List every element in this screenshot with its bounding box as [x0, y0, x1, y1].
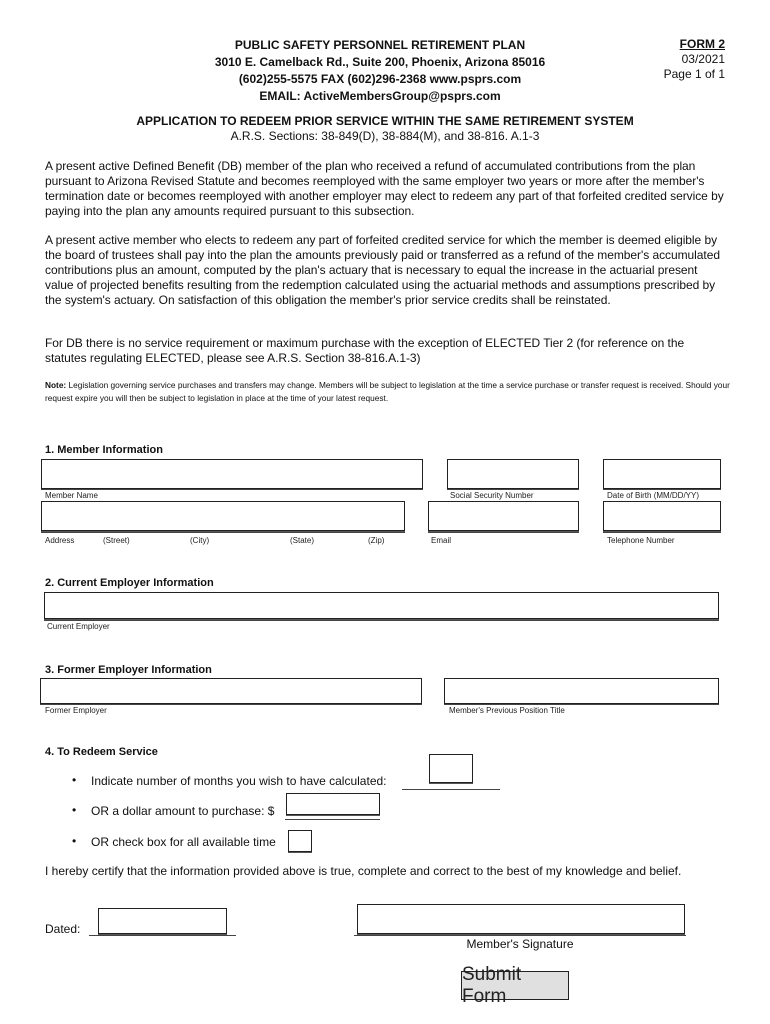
dated-underline	[89, 935, 236, 936]
former-employer-underline	[40, 704, 422, 705]
member-name-underline	[41, 489, 423, 490]
previous-position-underline	[444, 704, 719, 705]
form-date: 03/2021	[681, 52, 725, 66]
dollar-underline	[285, 819, 380, 820]
bullet-dot: •	[72, 773, 77, 787]
legislation-note	[45, 379, 735, 405]
all-time-checkbox[interactable]	[288, 830, 312, 852]
certification-statement: I hereby certify that the information provided above is true, complete and correct to the best of my knowledge and belief.	[45, 864, 682, 878]
org-address: 3010 E. Camelback Rd., Suite 200, Phoenix, Arizona 85016	[214, 55, 546, 69]
ssn-label: Social Security Number	[450, 491, 534, 500]
section-former-employer-heading: 3. Former Employer Information	[45, 664, 212, 676]
bullet-dot: •	[72, 834, 77, 848]
note-text: Legislation governing service purchases and transfers may change. Members will be subject to legislation at the time a service purchase or transfer request is received. Should your request expire you will then be subject to legislation in place at the time of your latest request.	[45, 380, 730, 403]
submit-form-button[interactable]: Submit Form	[461, 971, 569, 1000]
intro-paragraph-3: For DB there is no service requirement or maximum purchase with the exception of ELECTED Tier 2 (for reference on the statutes regulating ELECTED, please see A.R.S. Section 38-816.A.1-3)	[45, 336, 685, 365]
signature-label: Member's Signature	[466, 937, 574, 951]
signature-field[interactable]	[357, 904, 685, 934]
intro-paragraph-2: A present active member who elects to redeem any part of forfeited credited service for which the member is deemed eligible by the board of trustees shall pay into the plan the amounts previously paid or transferred as a refund of the member's accumulated contributions plus an amount, computed by the plan's actuary that is necessary to equal the increase in the actuarial present value of projected benefits resulting from the redemption calculated using the actuarial methods and assumptions prescribed by the system's actuary. On satisfaction of this obligation the member's prior service credits shall be reinstated.	[45, 233, 720, 307]
dated-field[interactable]	[98, 908, 227, 934]
telephone-field[interactable]	[603, 501, 721, 531]
section-redeem-heading: 4. To Redeem Service	[45, 746, 158, 758]
intro-paragraph-1: A present active Defined Benefit (DB) member of the plan who received a refund of accumulated contributions from the plan pursuant to Arizona Revised Statute and becomes reemployed with the same employer two years or more after the member's termination date or becomes reemployed with another employer may elect to redeem any part of that forfeited credited service by paying into the plan any amounts required pursuant to this subsection.	[45, 159, 724, 218]
address-field[interactable]	[41, 501, 405, 531]
dollar-amount-field[interactable]	[286, 793, 380, 815]
bullet-checkbox	[72, 834, 276, 849]
current-employer-field[interactable]	[44, 592, 719, 619]
org-phone: (602)255-5575 FAX (602)296-2368 www.psprs.com	[238, 72, 522, 86]
form-id-block	[664, 37, 725, 82]
former-employer-field[interactable]	[40, 678, 422, 704]
months-text: Indicate number of months you wish to have calculated:	[91, 774, 387, 788]
street-label: (Street)	[103, 536, 130, 545]
email-label: Email	[431, 536, 452, 545]
telephone-underline	[603, 532, 721, 533]
email-field[interactable]	[428, 501, 579, 531]
months-field[interactable]	[429, 754, 473, 783]
page-subtitle: A.R.S. Sections: 38-849(D), 38-884(M), and 38-816. A.1-3	[230, 129, 540, 143]
previous-position-label: Member's Previous Position Title	[449, 706, 565, 715]
header-block	[150, 37, 610, 105]
page-number: Page 1 of 1	[663, 67, 725, 81]
telephone-label: Telephone Number	[607, 536, 675, 545]
former-employer-label: Former Employer	[45, 706, 107, 715]
ssn-underline	[447, 489, 579, 490]
dated-label: Dated:	[45, 922, 81, 936]
address-underline	[41, 532, 405, 533]
months-underline	[402, 789, 500, 790]
current-employer-label: Current Employer	[47, 622, 110, 631]
checkbox-text: OR check box for all available time	[91, 835, 276, 849]
page-title: APPLICATION TO REDEEM PRIOR SERVICE WITHIN THE SAME RETIREMENT SYSTEM	[136, 114, 634, 128]
dollar-text: OR a dollar amount to purchase: $	[91, 804, 275, 818]
city-label: (City)	[190, 536, 210, 545]
dob-field[interactable]	[603, 459, 721, 489]
dob-underline	[603, 489, 721, 490]
org-name: PUBLIC SAFETY PERSONNEL RETIREMENT PLAN	[234, 38, 526, 52]
note-label: Note:	[45, 380, 67, 390]
state-label: (State)	[290, 536, 315, 545]
member-name-label: Member Name	[45, 491, 98, 500]
bullet-dollar	[72, 803, 275, 818]
current-employer-underline	[44, 620, 719, 621]
section-current-employer-heading: 2. Current Employer Information	[45, 577, 214, 589]
bullet-months	[72, 773, 387, 788]
section-member-info-heading: 1. Member Information	[45, 444, 163, 456]
org-email: EMAIL: ActiveMembersGroup@psprs.com	[259, 89, 501, 103]
ssn-field[interactable]	[447, 459, 579, 489]
member-name-field[interactable]	[41, 459, 423, 489]
bullet-dot: •	[72, 803, 77, 817]
signature-underline	[354, 935, 686, 936]
form-number: FORM 2	[679, 37, 725, 51]
email-underline	[428, 532, 579, 533]
previous-position-field[interactable]	[444, 678, 719, 704]
dob-label: Date of Birth (MM/DD/YY)	[607, 491, 700, 500]
address-label: Address	[45, 536, 75, 545]
zip-label: (Zip)	[368, 536, 385, 545]
